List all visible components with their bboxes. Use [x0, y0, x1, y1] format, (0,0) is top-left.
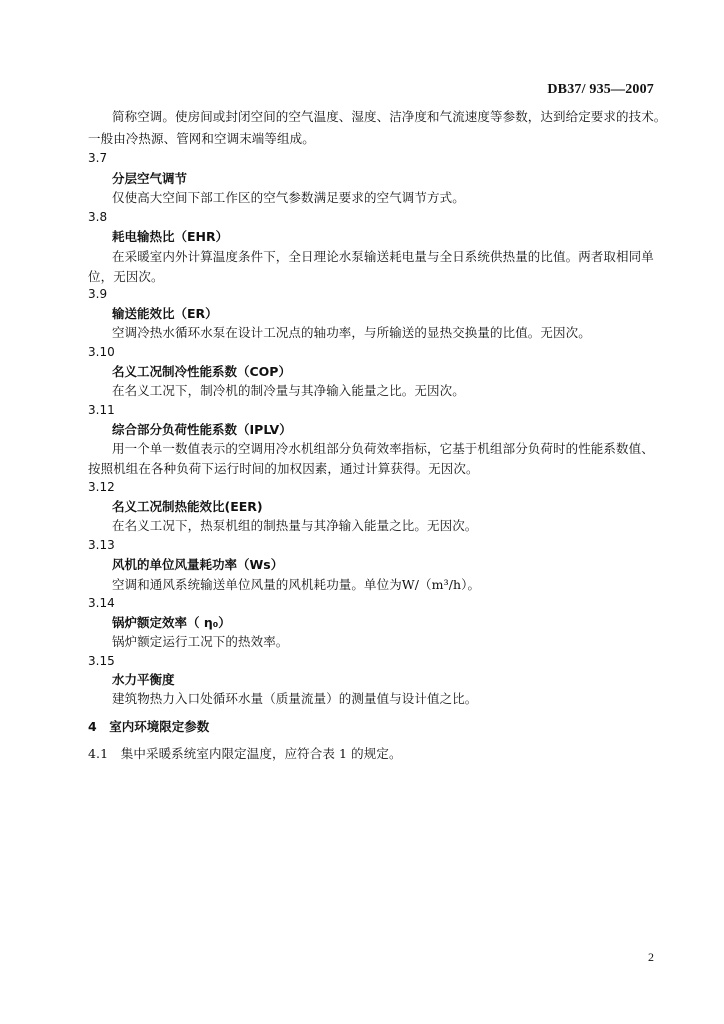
item-number: 3.12	[88, 480, 115, 494]
page-number: 2	[648, 950, 654, 964]
item-term: 综合部分负荷性能系数（IPLV）	[112, 422, 292, 437]
header-doc-code: DB37/ 935—2007	[547, 82, 654, 97]
item-desc: 建筑物热力入口处循环水量（质量流量）的测量值与设计值之比。	[112, 691, 478, 706]
item-term: 水力平衡度	[112, 672, 175, 687]
item-term: 名义工况制热能效比(EER)	[112, 499, 263, 514]
item-desc-cont: 按照机组在各种负荷下运行时间的加权因素，通过计算获得。无因次。	[88, 461, 479, 476]
intro-line-2: 一般由冷热源、管网和空调末端等组成。	[88, 131, 315, 146]
item-desc: 锅炉额定运行工况下的热效率。	[112, 634, 289, 649]
item-number: 3.8	[88, 210, 108, 224]
section-4-title: 4 室内环境限定参数	[88, 719, 210, 734]
section-4-clause: 4.1 集中采暖系统室内限定温度，应符合表 1 的规定。	[88, 746, 402, 761]
item-term: 风机的单位风量耗功率（Ws）	[112, 557, 284, 572]
intro-line-1: 简称空调。使房间或封闭空间的空气温度、湿度、洁净度和气流速度等参数，达到给定要求的技术。	[112, 109, 667, 124]
item-term: 名义工况制冷性能系数（COP）	[112, 364, 291, 379]
item-desc: 仅使高大空间下部工作区的空气参数满足要求的空气调节方式。	[112, 190, 465, 205]
item-number: 3.14	[88, 596, 115, 610]
item-number: 3.15	[88, 654, 115, 668]
item-desc: 空调和通风系统输送单位风量的风机耗功量。单位为W/（m³/h）。	[112, 577, 481, 592]
item-desc: 在名义工况下，热泵机组的制热量与其净输入能量之比。无因次。	[112, 518, 478, 533]
item-desc: 在采暖室内外计算温度条件下，全日理论水泵输送耗电量与全日系统供热量的比值。两者取相同单	[112, 249, 654, 264]
item-desc: 用一个单一数值表示的空调用冷水机组部分负荷效率指标，它基于机组部分负荷时的性能系数值、	[112, 441, 654, 456]
item-number: 3.9	[88, 287, 108, 301]
item-desc: 空调冷热水循环水泵在设计工况点的轴功率，与所输送的显热交换量的比值。无因次。	[112, 325, 591, 340]
item-number: 3.11	[88, 403, 115, 417]
item-number: 3.10	[88, 345, 115, 359]
item-term: 耗电输热比（EHR）	[112, 229, 229, 244]
item-number: 3.13	[88, 538, 115, 552]
item-desc: 在名义工况下，制冷机的制冷量与其净输入能量之比。无因次。	[112, 383, 465, 398]
item-desc-cont: 位，无因次。	[88, 269, 164, 284]
item-term: 输送能效比（ER）	[112, 306, 218, 321]
item-term: 分层空气调节	[112, 171, 188, 186]
item-number: 3.7	[88, 151, 108, 165]
item-term: 锅炉额定效率（ η₀）	[112, 615, 231, 630]
